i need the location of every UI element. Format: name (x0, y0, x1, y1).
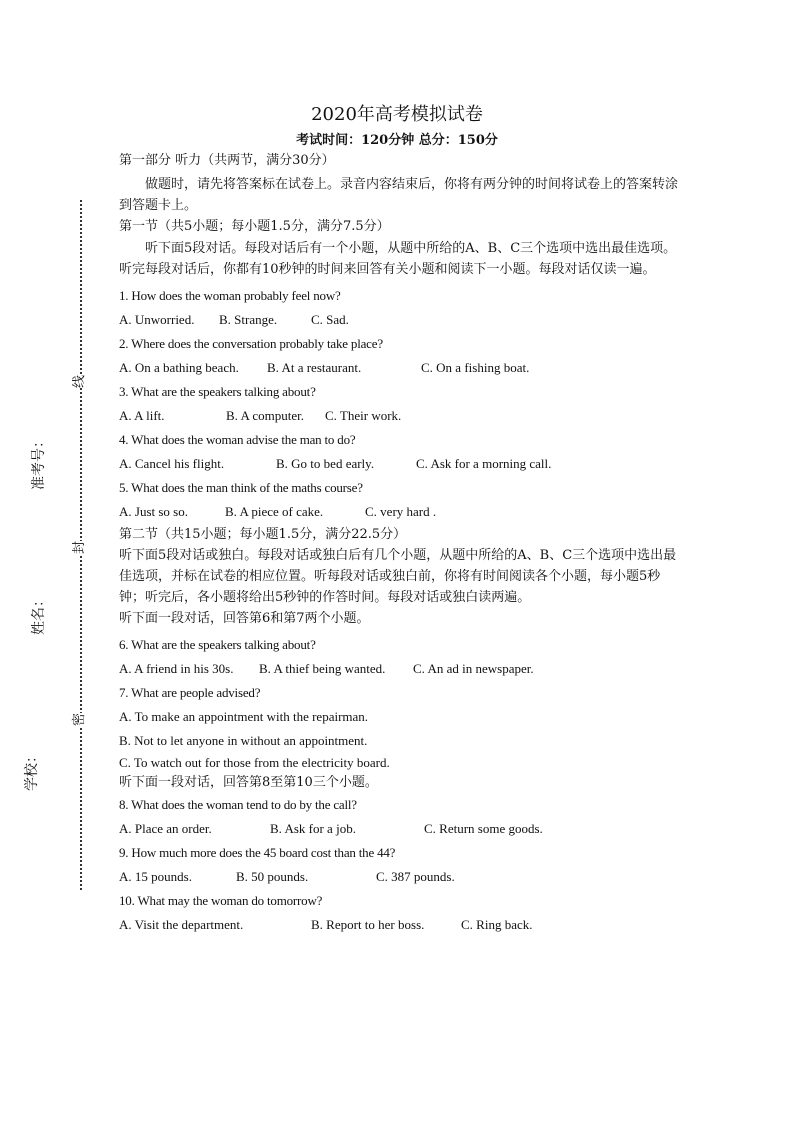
question-2: 2. Where does the conversation probably take place? (119, 336, 383, 351)
option: C. 387 pounds. (376, 869, 455, 884)
option: A. Just so so. (119, 504, 188, 519)
question-2-options (119, 356, 684, 380)
question-5: 5. What does the man think of the maths course? (119, 480, 363, 495)
section2-questions (119, 633, 684, 937)
option: C. Return some goods. (424, 821, 543, 836)
option: A. Visit the department. (119, 917, 244, 932)
group1-intro: 听下面一段对话，回答第6和第7两个小题。 (119, 611, 370, 626)
option: A. Place an order. (119, 821, 212, 836)
question-1: 1. How does the woman probably feel now? (119, 288, 341, 303)
question-7-option-b: B. Not to let anyone in without an appointment. (119, 733, 368, 748)
section1-instruction: 听下面5段对话。每段对话后有一个小题，从题中所给的A、B、C三个选项中选出最佳选项。听完每段对话后，你都有10秒钟的时间来回答有关小题和阅读下一小题。每段对话仅读一遍。 (119, 241, 677, 277)
option: B. Report to her boss. (311, 917, 425, 932)
option: A. A friend in his 30s. (119, 661, 234, 676)
question-3: 3. What are the speakers talking about? (119, 384, 316, 399)
option: C. An ad in newspaper. (413, 661, 534, 676)
option: B. A piece of cake. (225, 504, 324, 519)
option: C. On a fishing boat. (421, 360, 530, 375)
question-4-options (119, 452, 684, 476)
option: A. On a bathing beach. (119, 360, 239, 375)
question-9: 9. How much more does the 45 board cost than the 44? (119, 845, 396, 860)
question-5-options (119, 500, 684, 524)
question-6-options (119, 657, 684, 681)
option: A. Unworried. (119, 312, 195, 327)
section2-instruction: 听下面5段对话或独白。每段对话或独白后有几个小题，从题中所给的A、B、C三个选项中选出最佳选项，并标在试卷的相应位置。听每段对话或独白前，你将有时间阅读各个小题，每小题5秒钟；听完后，各小题将给出5秒钟的作答时间。每段对话或独白读两遍。 (119, 548, 677, 605)
school-label: 学校： (24, 749, 40, 791)
option: B. 50 pounds. (236, 869, 309, 884)
option: A. Cancel his flight. (119, 456, 225, 471)
section1-heading: 第一节（共5小题；每小题1.5分，满分7.5分） (119, 219, 390, 234)
section2-heading: 第二节（共15小题；每小题1.5分，满分22.5分） (119, 527, 407, 542)
binding-mark-mi: 密 (68, 713, 87, 726)
part1-heading: 第一部分 听力（共两节，满分30分） (119, 153, 335, 168)
question-1-options (119, 308, 684, 332)
option: B. Ask for a job. (270, 821, 356, 836)
option: C. very hard . (365, 504, 437, 519)
exam-content (119, 150, 684, 937)
question-8: 8. What does the woman tend to do by the call? (119, 797, 357, 812)
option: A. A lift. (119, 408, 165, 423)
question-3-options (119, 404, 684, 428)
question-7: 7. What are people advised? (119, 685, 261, 700)
question-4: 4. What does the woman advise the man to do? (119, 432, 356, 447)
option: C. Their work. (325, 408, 402, 423)
option: B. At a restaurant. (267, 360, 362, 375)
question-7-option-c: C. To watch out for those from the electricity board. (119, 755, 390, 770)
option: B. Strange. (219, 312, 278, 327)
option: A. 15 pounds. (119, 869, 192, 884)
option: C. Ring back. (461, 917, 533, 932)
option: C. Sad. (311, 312, 349, 327)
option: C. Ask for a morning call. (416, 456, 552, 471)
question-6: 6. What are the speakers talking about? (119, 637, 316, 652)
question-10: 10. What may the woman do tomorrow? (119, 893, 323, 908)
exam-title: 2020年高考模拟试卷 (311, 104, 483, 125)
option: B. A thief being wanted. (259, 661, 386, 676)
question-7-option-a: A. To make an appointment with the repairman. (119, 709, 369, 724)
option: B. Go to bed early. (276, 456, 375, 471)
question-8-options (119, 817, 684, 841)
binding-mark-xian: 线 (68, 375, 87, 388)
name-label: 姓名： (31, 593, 47, 635)
question-9-options (119, 865, 684, 889)
binding-mark-feng: 封 (68, 541, 87, 554)
exam-number-label: 准考号： (31, 434, 47, 490)
question-10-options (119, 913, 684, 937)
part1-instruction: 做题时，请先将答案标在试卷上。录音内容结束后，你将有两分钟的时间将试卷上的答案转涂到答题卡上。 (119, 177, 679, 213)
section1-questions (119, 284, 684, 524)
group2-intro: 听下面一段对话，回答第8至第10三个小题。 (119, 775, 378, 790)
option: B. A computer. (226, 408, 304, 423)
exam-subtitle: 考试时间：120分钟 总分：150分 (296, 133, 498, 148)
